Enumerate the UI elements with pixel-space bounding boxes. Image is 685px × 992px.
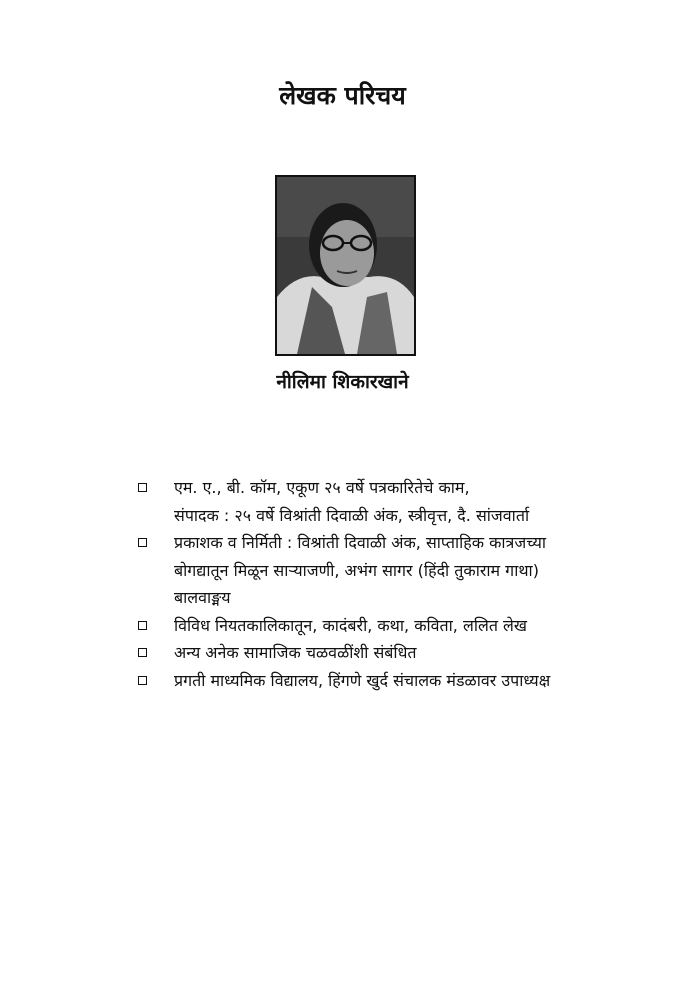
author-photo bbox=[275, 175, 416, 356]
square-bullet-icon bbox=[138, 483, 147, 492]
square-bullet-icon bbox=[138, 648, 147, 657]
list-item bbox=[138, 667, 658, 695]
list-item-line: विविध नियतकालिकातून, कादंबरी, कथा, कविता, ललित लेख bbox=[174, 615, 527, 635]
list-item bbox=[138, 529, 658, 612]
page-title: लेखक परिचय bbox=[279, 81, 406, 110]
list-item-line: प्रगती माध्यमिक विद्यालय, हिंगणे खुर्द संचालक मंडळावर उपाध्यक्ष bbox=[174, 670, 551, 690]
list-item bbox=[138, 639, 658, 667]
square-bullet-icon bbox=[138, 676, 147, 685]
list-item bbox=[138, 612, 658, 640]
author-name: नीलिमा शिकारखाने bbox=[276, 371, 409, 393]
list-item bbox=[138, 474, 658, 529]
list-item-line: बोगद्यातून मिळून साऱ्याजणी, अभंग सागर (हिंदी तुकाराम गाथा) bbox=[174, 560, 539, 580]
author-details-list bbox=[138, 474, 658, 694]
square-bullet-icon bbox=[138, 538, 147, 547]
list-item-line: बालवाङ्मय bbox=[174, 588, 231, 607]
square-bullet-icon bbox=[138, 621, 147, 630]
list-item-line: अन्य अनेक सामाजिक चळवळींशी संबंधित bbox=[174, 643, 417, 662]
list-item-line: संपादक : २५ वर्षे विश्रांती दिवाळी अंक, स्त्रीवृत्त, दै. सांजवार्ता bbox=[174, 505, 530, 525]
list-item-line: एम. ए., बी. कॉम, एकूण २५ वर्षे पत्रकारितेचे काम, bbox=[174, 478, 470, 497]
list-item-line: प्रकाशक व निर्मिती : विश्रांती दिवाळी अंक, साप्ताहिक कात्रजच्या bbox=[174, 533, 547, 552]
